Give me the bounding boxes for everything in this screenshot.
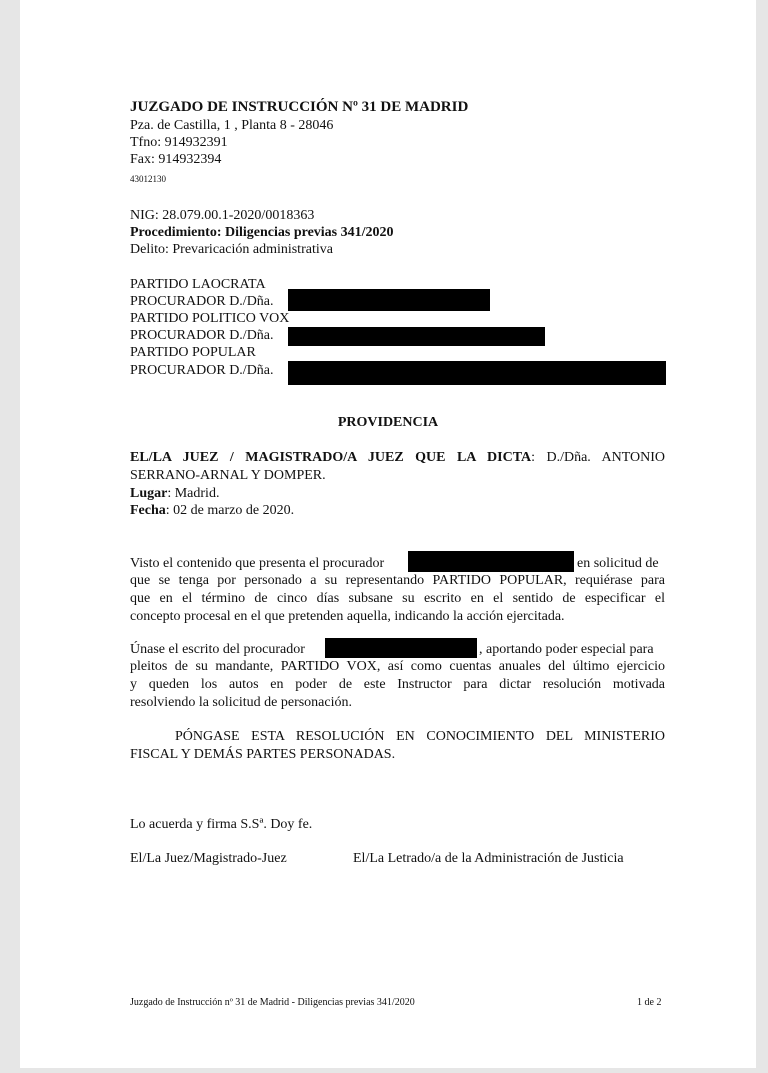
- para3-line: FISCAL Y DEMÁS PARTES PERSONADAS.: [130, 747, 396, 762]
- date-value: : 02 de marzo de 2020.: [165, 503, 295, 518]
- para2-line: y queden los autos en poder de este Instructor para dictar resolución motivada: [130, 677, 665, 692]
- case-procedure: Procedimiento: Diligencias previas 341/2020: [130, 225, 394, 240]
- court-name: JUZGADO DE INSTRUCCIÓN Nº 31 DE MADRID: [130, 99, 469, 115]
- judge-value-line2: SERRANO-ARNAL Y DOMPER.: [130, 468, 326, 483]
- date-label: Fecha: [130, 503, 166, 518]
- para1-line: concepto procesal en el que pretenden aquella, indicando la acción ejercitada.: [130, 609, 565, 624]
- date-line: [130, 502, 294, 520]
- para2-line: pleitos de su mandante, PARTIDO VOX, así como cuentas anuales del último ejercicio: [130, 659, 665, 674]
- party-procurador: PROCURADOR D./Dña.: [130, 363, 274, 378]
- para3-line: PÓNGASE ESTA RESOLUCIÓN EN CONOCIMIENTO DEL MINISTERIO: [175, 729, 665, 744]
- page-number: 1 de 2: [637, 997, 662, 1008]
- redaction-bar: [288, 361, 666, 385]
- case-crime-value: Prevaricación administrativa: [168, 242, 333, 257]
- para2-body: [130, 658, 665, 712]
- judge-value: : D./Dña. ANTONIO: [531, 450, 665, 465]
- court-address: Pza. de Castilla, 1 , Planta 8 - 28046: [130, 118, 334, 133]
- para2-line: resolviendo la solicitud de personación.: [130, 695, 352, 710]
- party-name: PARTIDO POPULAR: [130, 345, 256, 360]
- case-nig: NIG: 28.079.00.1-2020/0018363: [130, 208, 315, 223]
- signature-clerk: El/La Letrado/a de la Administración de Justicia: [353, 851, 624, 866]
- para1-after-redaction: en solicitud de: [577, 556, 659, 571]
- case-crime: [130, 241, 333, 259]
- para1-body: [130, 572, 665, 626]
- document-title: PROVIDENCIA: [337, 415, 439, 430]
- place-line: [130, 485, 219, 503]
- para2-after-redaction: , aportando poder especial para: [479, 642, 654, 657]
- para1-start: Visto el contenido que presenta el procurador: [130, 556, 385, 571]
- footer-case-reference: Juzgado de Instrucción nº 31 de Madrid - Diligencias previas 341/2020: [130, 997, 415, 1008]
- redaction-bar: [288, 289, 490, 311]
- signature-judge: El/La Juez/Magistrado-Juez: [130, 851, 287, 866]
- judge-block: [130, 449, 665, 485]
- case-crime-label: Delito:: [130, 242, 169, 257]
- place-value: : Madrid.: [167, 486, 220, 501]
- court-phone: Tfno: 914932391: [130, 135, 228, 150]
- para1-line: que se tenga por personado a su representando PARTIDO POPULAR, requiérase para: [130, 573, 665, 588]
- redaction-bar: [408, 551, 574, 572]
- party-name: PARTIDO LAOCRATA: [130, 277, 266, 292]
- party-name: PARTIDO POLITICO VOX: [130, 311, 290, 326]
- party-procurador: PROCURADOR D./Dña.: [130, 294, 274, 309]
- redaction-bar: [288, 327, 545, 346]
- court-code: 43012130: [130, 174, 166, 184]
- party-procurador: PROCURADOR D./Dña.: [130, 328, 274, 343]
- judge-label: EL/LA JUEZ / MAGISTRADO/A JUEZ QUE LA DICTA: [130, 450, 532, 465]
- closing-text: Lo acuerda y firma S.Sª. Doy fe.: [130, 817, 313, 832]
- document-page: [20, 0, 756, 1068]
- place-label: Lugar: [130, 486, 168, 501]
- para2-start: Únase el escrito del procurador: [130, 642, 305, 657]
- para1-line: que en el término de cinco días subsane su escrito en el sentido de especificar el: [130, 591, 665, 606]
- para3-body: [130, 728, 665, 764]
- court-fax: Fax: 914932394: [130, 152, 222, 167]
- redaction-bar: [325, 638, 477, 658]
